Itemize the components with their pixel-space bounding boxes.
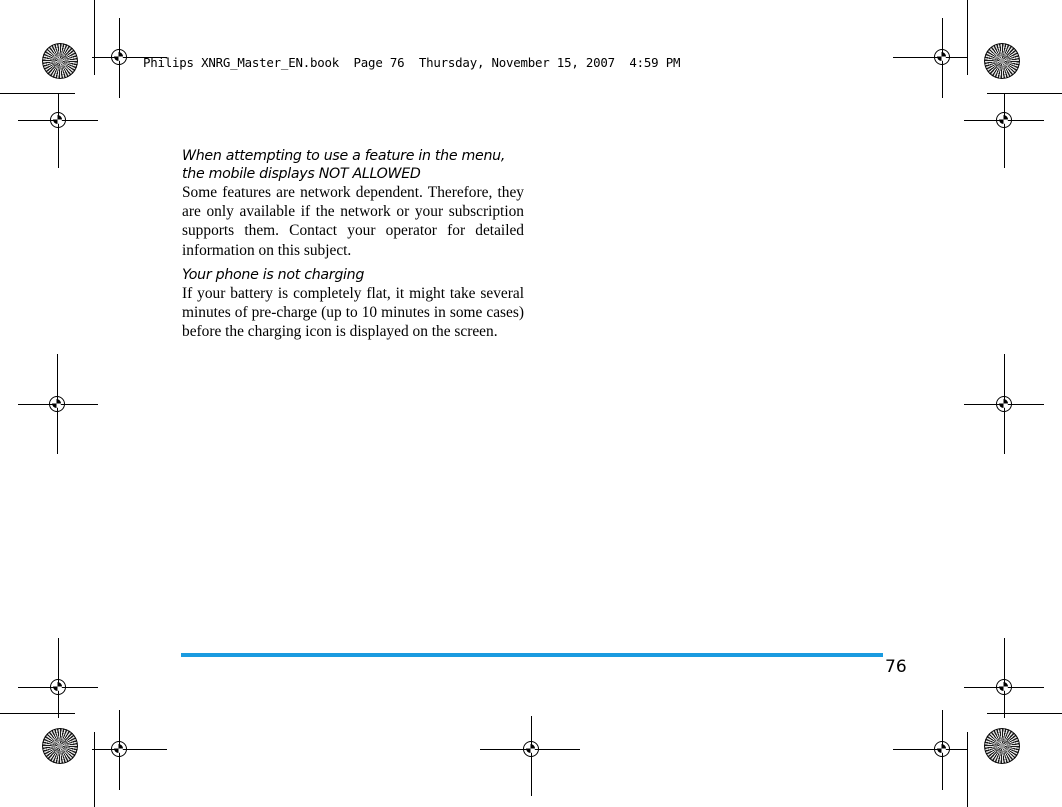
registration-mark-icon: [50, 112, 66, 128]
print-slug: Philips XNRG_Master_EN.book Page 76 Thursday, November 15, 2007 4:59 PM: [143, 55, 681, 70]
color-bar-starburst-icon: [42, 43, 78, 79]
registration-mark-icon: [934, 741, 950, 757]
entry-body: If your battery is completely flat, it might take several minutes of pre-charge (up to 10 minutes in some cases) before the charging icon is displayed on the screen.: [182, 284, 524, 341]
registration-mark-icon: [111, 49, 127, 65]
crop-mark-line: [58, 638, 59, 718]
registration-mark-icon: [996, 679, 1012, 695]
color-bar-starburst-icon: [42, 728, 78, 764]
registration-mark-icon: [996, 112, 1012, 128]
crop-mark-line: [893, 749, 968, 750]
crop-mark-line: [94, 0, 95, 75]
registration-mark-icon: [50, 679, 66, 695]
entry-body: Some features are network dependent. Therefore, they are only available if the network or your subscription supports them. Contact your operator for detailed information on this subject.: [182, 184, 524, 259]
page-number: 76: [885, 657, 907, 677]
crop-mark-line: [967, 732, 968, 807]
registration-mark-icon: [49, 396, 65, 412]
entry-heading: Your phone is not charging: [182, 266, 365, 283]
color-bar-starburst-icon: [984, 728, 1020, 764]
crop-mark-line: [1004, 638, 1005, 718]
registration-mark-icon: [996, 396, 1012, 412]
crop-mark-line: [967, 0, 968, 75]
crop-mark-line: [0, 93, 75, 94]
crop-mark-line: [94, 732, 95, 807]
crop-mark-line: [893, 57, 968, 58]
registration-mark-icon: [934, 49, 950, 65]
entry-heading: When attempting to use a feature in the menu, the mobile displays NOT ALLOWED: [182, 148, 506, 182]
crop-mark-line: [92, 749, 167, 750]
crop-mark-line: [987, 713, 1062, 714]
page-content: [182, 147, 524, 341]
troubleshooting-entry: [182, 147, 524, 260]
crop-mark-line: [58, 93, 59, 168]
crop-mark-line: [1004, 93, 1005, 168]
crop-mark-line: [0, 713, 75, 714]
registration-mark-icon: [523, 741, 539, 757]
color-bar-starburst-icon: [984, 43, 1020, 79]
crop-mark-line: [987, 93, 1062, 94]
footer-rule: [181, 653, 883, 657]
troubleshooting-entry: [182, 266, 524, 342]
registration-mark-icon: [111, 741, 127, 757]
